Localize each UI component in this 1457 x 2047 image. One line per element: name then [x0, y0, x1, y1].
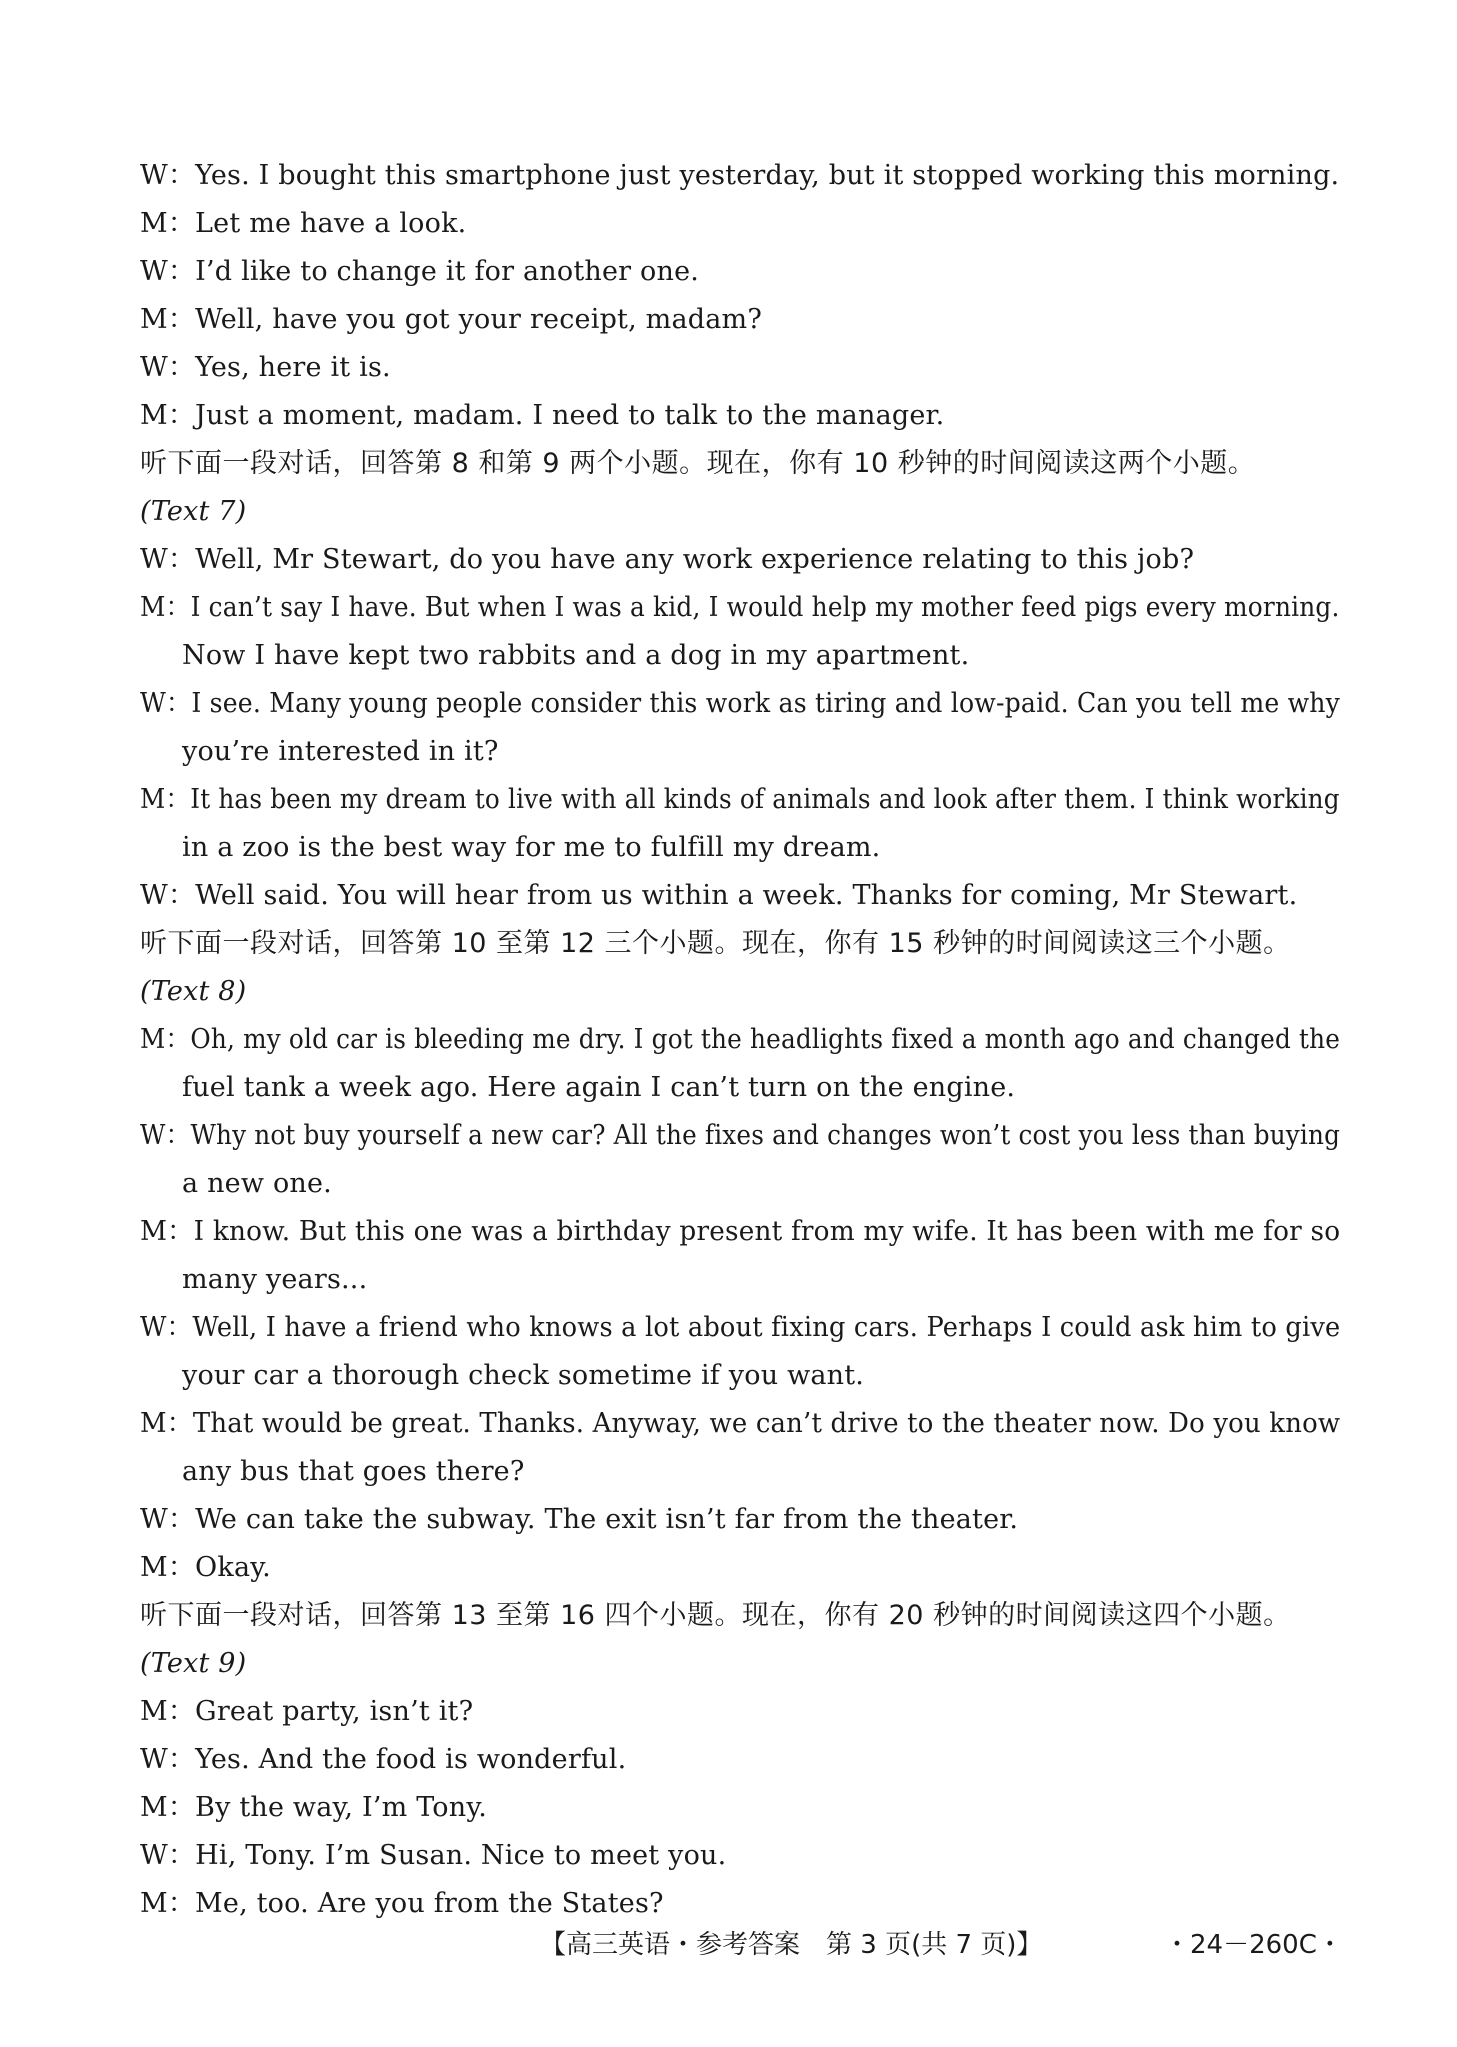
speaker-label: M：: [140, 1888, 196, 1919]
speaker-label: M：: [140, 1216, 194, 1247]
speaker-label: M：: [140, 784, 191, 815]
speaker-label: W：: [140, 352, 196, 383]
footer-code: ・24－260C・: [1164, 1930, 1343, 1960]
utterance-text: Why not buy yourself a new car? All the fixes and changes won’t cost you less than buying: [190, 1120, 1341, 1151]
speaker-label: M：: [140, 1792, 196, 1823]
utterance-text: I’d like to change it for another one.: [195, 256, 700, 287]
page-footer: [0, 1924, 1457, 1964]
utterance-text: Just a moment, madam. I need to talk to the manager.: [195, 400, 945, 431]
dialogue-line: [140, 1016, 1341, 1064]
speaker-label: W：: [140, 880, 196, 911]
dialogue-line: [140, 248, 1340, 296]
section-instruction: 听下面一段对话，回答第 10 至第 12 三个小题。现在，你有 15 秒钟的时间阅读这三个小题。: [140, 928, 1291, 959]
dialogue-line: [140, 152, 1340, 200]
section-instruction: 听下面一段对话，回答第 13 至第 16 四个小题。现在，你有 20 秒钟的时间阅读这四个小题。: [140, 1600, 1291, 1631]
utterance-text: Okay.: [195, 1552, 271, 1583]
utterance-text: I can’t say I have. But when I was a kid, I would help my mother feed pigs every morning.: [190, 592, 1340, 623]
dialogue-line: [140, 680, 1341, 728]
dialogue-continuation: fuel tank a week ago. Here again I can’t turn on the engine.: [182, 1072, 1016, 1103]
speaker-label: M：: [140, 592, 191, 623]
utterance-text: Yes. And the food is wonderful.: [195, 1744, 627, 1775]
dialogue-line: [140, 536, 1340, 584]
speaker-label: M：: [140, 1024, 191, 1055]
speaker-label: W：: [140, 544, 196, 575]
dialogue-line: [140, 1880, 1340, 1928]
speaker-label: M：: [140, 304, 196, 335]
speaker-label: W：: [140, 1312, 193, 1343]
dialogue-line: [140, 776, 1340, 824]
speaker-label: W：: [140, 256, 196, 287]
speaker-label: M：: [140, 1696, 196, 1727]
utterance-text: Yes, here it is.: [195, 352, 391, 383]
utterance-text: Well, have you got your receipt, madam?: [195, 304, 763, 335]
utterance-text: I know. But this one was a birthday present from my wife. It has been with me for so: [193, 1216, 1341, 1247]
dialogue-continuation: a new one.: [182, 1168, 332, 1199]
utterance-text: We can take the subway. The exit isn’t far from the theater.: [195, 1504, 1019, 1535]
dialogue-continuation: you’re interested in it?: [182, 736, 499, 767]
dialogue-line: [140, 1304, 1341, 1352]
dialogue-continuation: in a zoo is the best way for me to fulfill my dream.: [182, 832, 881, 863]
utterance-text: Well, I have a friend who knows a lot about fixing cars. Perhaps I could ask him to give: [192, 1312, 1341, 1343]
speaker-label: W：: [140, 160, 196, 191]
dialogue-line: [140, 1736, 1340, 1784]
speaker-label: W：: [140, 1120, 191, 1151]
dialogue-line: [140, 584, 1340, 632]
text-label: (Text 9): [140, 1648, 247, 1679]
dialogue-line: [140, 1784, 1340, 1832]
speaker-label: W：: [140, 688, 192, 719]
speaker-label: W：: [140, 1744, 196, 1775]
speaker-label: M：: [140, 1552, 196, 1583]
section-instruction: 听下面一段对话，回答第 8 和第 9 两个小题。现在，你有 10 秒钟的时间阅读这两个小题。: [140, 448, 1256, 479]
dialogue-line: [140, 1688, 1340, 1736]
dialogue-line: [140, 344, 1340, 392]
dialogue-continuation: Now I have kept two rabbits and a dog in my apartment.: [182, 640, 970, 671]
dialogue-line: [140, 1112, 1341, 1160]
footer-page-info: 【高三英语・参考答案 第 3 页(共 7 页)】: [540, 1930, 1043, 1960]
dialogue-line: [140, 872, 1340, 920]
text-label: (Text 8): [140, 976, 247, 1007]
dialogue-continuation: any bus that goes there?: [182, 1456, 525, 1487]
speaker-label: W：: [140, 1504, 196, 1535]
utterance-text: Yes. I bought this smartphone just yesterday, but it stopped working this morning.: [195, 160, 1340, 191]
dialogue-line: [140, 392, 1340, 440]
speaker-label: M：: [140, 208, 196, 239]
utterance-text: By the way, I’m Tony.: [195, 1792, 488, 1823]
dialogue-continuation: your car a thorough check sometime if you want.: [182, 1360, 865, 1391]
speaker-label: M：: [140, 1408, 193, 1439]
utterance-text: Well, Mr Stewart, do you have any work experience relating to this job?: [195, 544, 1195, 575]
speaker-label: W：: [140, 1840, 196, 1871]
utterance-text: Oh, my old car is bleeding me dry. I got the headlights fixed a month ago and changed the: [190, 1024, 1341, 1055]
transcript-body: [140, 152, 1340, 1928]
dialogue-line: [140, 200, 1340, 248]
utterance-text: I see. Many young people consider this work as tiring and low-paid. Can you tell me why: [191, 688, 1341, 719]
utterance-text: Great party, isn’t it?: [195, 1696, 474, 1727]
dialogue-continuation: many years...: [182, 1264, 368, 1295]
dialogue-line: [140, 1496, 1340, 1544]
utterance-text: It has been my dream to live with all kinds of animals and look after them. I think working: [190, 784, 1340, 815]
utterance-text: Hi, Tony. I’m Susan. Nice to meet you.: [195, 1840, 727, 1871]
dialogue-line: [140, 1544, 1340, 1592]
dialogue-line: [140, 1832, 1340, 1880]
text-label: (Text 7): [140, 496, 247, 527]
speaker-label: M：: [140, 400, 196, 431]
utterance-text: Me, too. Are you from the States?: [195, 1888, 664, 1919]
dialogue-line: [140, 296, 1340, 344]
utterance-text: Well said. You will hear from us within a week. Thanks for coming, Mr Stewart.: [195, 880, 1298, 911]
utterance-text: Let me have a look.: [195, 208, 467, 239]
dialogue-line: [140, 1208, 1341, 1256]
dialogue-line: [140, 1400, 1341, 1448]
utterance-text: That would be great. Thanks. Anyway, we can’t drive to the theater now. Do you know: [192, 1408, 1341, 1439]
